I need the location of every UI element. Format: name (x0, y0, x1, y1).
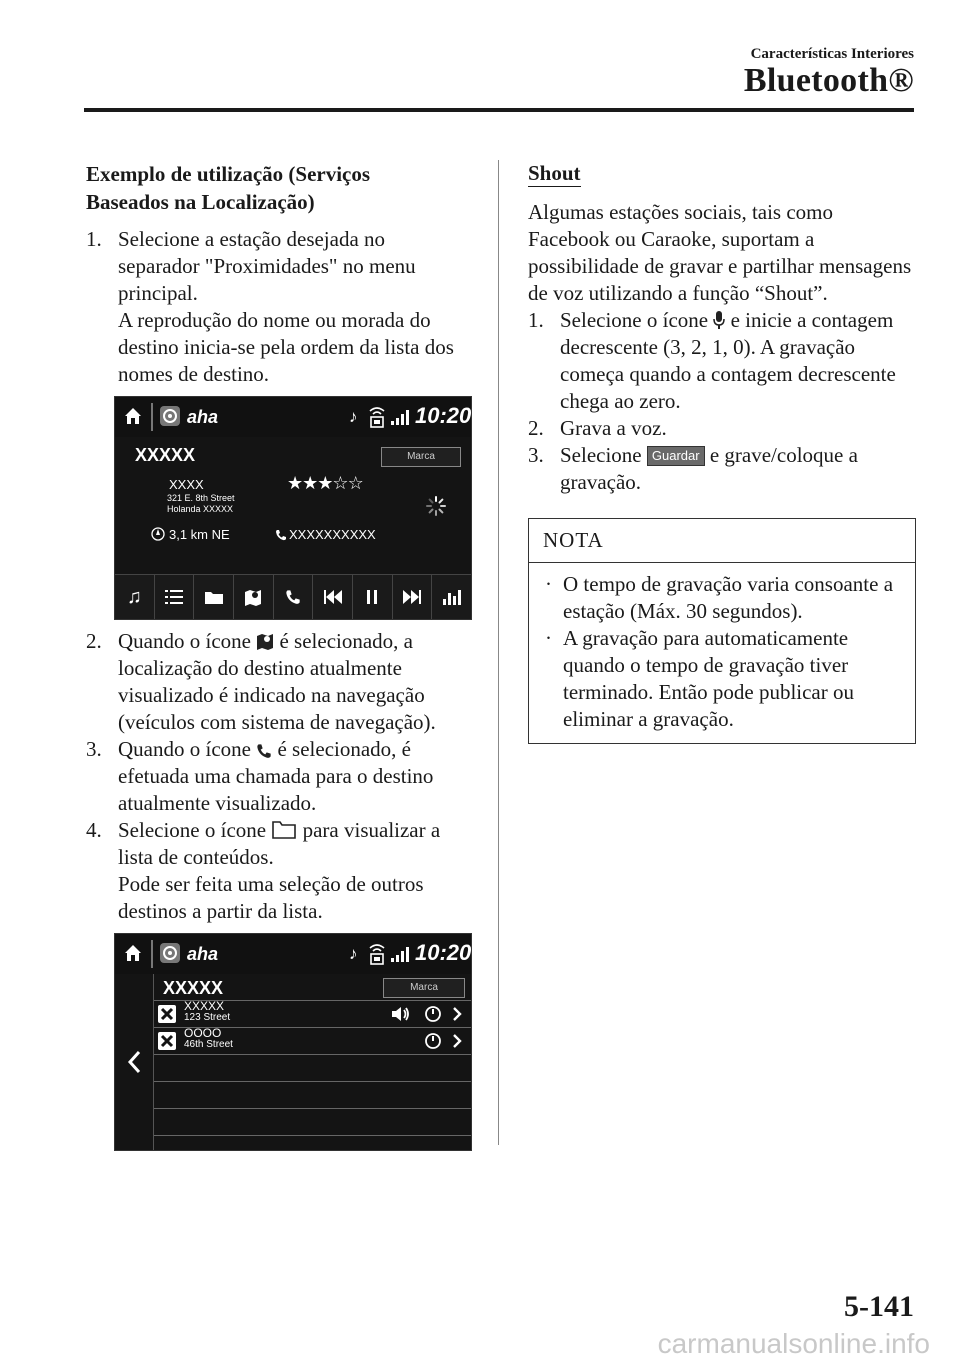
list-item-title: OOOO (184, 1026, 222, 1040)
shout-intro: Algumas estações sociais, tais como Facebook ou Caraoke, suportam a possibilidade de gravar e partilhar mensagens de voz utilizando a função “Shout”. (528, 200, 912, 305)
note-box (528, 518, 916, 744)
compass-icon (424, 1005, 442, 1023)
step-number: 1. (528, 308, 544, 332)
phone-signal-icon (367, 942, 387, 966)
status-bar (115, 934, 471, 974)
shout-heading: Shout (528, 161, 581, 185)
screenshot-content-list (114, 933, 472, 1151)
shout-step-2 (528, 415, 916, 442)
step-text-continued: e inicie a contagem decrescente (3, 2, 1, 0). A gravação começa quando a contagem decrescente chega ao zero. (560, 308, 896, 413)
note-item (539, 625, 905, 733)
list-item-subtitle: 46th Street (184, 1039, 233, 1050)
signal-strength-icon (391, 409, 409, 425)
destination-name: XXXX (169, 477, 204, 492)
microphone-icon (713, 310, 725, 330)
subheading: Exemplo de utilização (Serviços Baseados na Localização) (86, 162, 371, 214)
home-icon[interactable] (123, 943, 143, 963)
station-name: XXXXX (135, 445, 196, 465)
screenshot-now-playing (114, 396, 472, 620)
empty-list-row (154, 1135, 471, 1151)
star-filled-icon: ★ (287, 473, 303, 493)
step-text-continued: e grave/coloque a gravação. (560, 443, 858, 494)
step-4 (86, 817, 464, 925)
map-location-icon[interactable] (234, 575, 274, 619)
column-divider (498, 160, 499, 1145)
chevron-right-icon[interactable] (452, 1007, 462, 1021)
aha-app-icon (159, 942, 181, 964)
distance: 3,1 km NE (169, 527, 230, 542)
step-text: Selecione a estação desejada no separador "Proximidades" no menu principal. (118, 227, 416, 305)
star-filled-icon: ★ (302, 473, 318, 493)
divider (151, 940, 153, 968)
empty-list-row (154, 1108, 471, 1136)
note-item-text: O tempo de gravação varia consoante a estação (Máx. 30 segundos). (563, 572, 894, 623)
step-text: Selecione o ícone (118, 818, 267, 842)
chevron-left-icon (127, 1050, 141, 1074)
content-list (154, 1000, 471, 1150)
step-text-continued: é selecionado, a localização do destino atualmente visualizado é indicado na navegação (veículos com sistema de navegação). (118, 629, 436, 734)
station-name: XXXXX (163, 978, 224, 998)
step-2 (86, 628, 464, 736)
step-text-continued: é selecionado, é efetuada uma chamada para o destino atualmente visualizado. (118, 737, 434, 815)
brand-tag: Marca (383, 978, 465, 998)
step-text: Grava a voz. (560, 416, 667, 440)
step-number: 4. (86, 818, 102, 842)
status-bar (115, 397, 471, 437)
step-3 (86, 736, 464, 817)
empty-list-row (154, 1054, 471, 1082)
control-bar (115, 574, 471, 619)
note-title: NOTA (529, 519, 915, 563)
clock: 10:20 (415, 403, 472, 428)
list-item-title: XXXXX (184, 999, 225, 1013)
step-number: 2. (86, 629, 102, 653)
back-button[interactable] (115, 974, 154, 1150)
app-name: aha (187, 407, 219, 427)
step-text-extra: Pode ser feita uma seleção de outros destinos a partir da lista. (118, 872, 424, 923)
bullet: · (545, 626, 552, 650)
list-item[interactable] (154, 1000, 471, 1028)
step-text: Quando o ícone (118, 629, 251, 653)
right-column (528, 160, 916, 744)
loading-spinner-icon (425, 495, 447, 517)
address-line-2: Holanda XXXXX (167, 504, 234, 514)
star-empty-icon: ☆ (347, 473, 363, 493)
brand-tag: Marca (381, 447, 461, 467)
aha-app-icon (159, 405, 181, 427)
header-title: Bluetooth® (743, 62, 914, 99)
music-note-icon: ♪ (349, 407, 358, 426)
list-icon[interactable] (155, 575, 195, 619)
app-name: aha (187, 944, 219, 964)
signal-strength-icon (391, 946, 409, 962)
call-icon[interactable] (274, 575, 314, 619)
step-text: Selecione o ícone (560, 308, 709, 332)
left-column (86, 160, 472, 1159)
step-text: Quando o ícone (118, 737, 251, 761)
star-empty-icon: ☆ (332, 473, 348, 493)
rating-stars (287, 473, 363, 494)
note-item (539, 571, 905, 625)
list-item[interactable] (154, 1027, 471, 1055)
map-location-icon (256, 631, 274, 651)
chevron-right-icon[interactable] (452, 1034, 462, 1048)
pause-icon[interactable] (353, 575, 393, 619)
home-icon[interactable] (123, 406, 143, 426)
step-number: 3. (528, 443, 544, 467)
step-number: 2. (528, 416, 544, 440)
site-watermark: carmanualsonline.info (657, 1328, 930, 1359)
step-text-continued: A reprodução do nome ou morada do destino inicia-se pela ordem da lista dos nomes de destino. (118, 308, 454, 386)
destination-address (167, 493, 235, 515)
close-icon[interactable] (158, 1032, 176, 1050)
step-text: Selecione (560, 443, 642, 467)
address-line-1: 321 E. 8th Street (167, 493, 235, 503)
divider (151, 403, 153, 431)
folder-icon[interactable] (194, 575, 234, 619)
bullet: · (545, 572, 552, 596)
speaker-icon (392, 1006, 410, 1022)
equalizer-icon[interactable] (432, 575, 471, 619)
shout-step-1 (528, 307, 916, 415)
header-rule (84, 108, 914, 112)
empty-list-row (154, 1081, 471, 1109)
music-note-icon: ♪ (349, 944, 358, 963)
header-section: Características Interiores (750, 46, 914, 62)
note-body (529, 563, 915, 743)
star-filled-icon: ★ (317, 473, 333, 493)
compass-icon (151, 527, 165, 541)
phone-number: XXXXXXXXXX (289, 527, 376, 542)
page-number: 5-141 (844, 1290, 914, 1323)
compass-icon (424, 1032, 442, 1050)
phone-signal-icon (367, 405, 387, 429)
close-icon[interactable] (158, 1005, 176, 1023)
note-item-text: A gravação para automaticamente quando o tempo de gravação tiver terminado. Então pode publicar ou eliminar a gravação. (563, 626, 854, 731)
list-item-subtitle: 123 Street (184, 1012, 231, 1023)
step-1 (86, 226, 464, 388)
step-number: 1. (86, 227, 102, 251)
step-number: 3. (86, 737, 102, 761)
clock: 10:20 (415, 940, 472, 965)
previous-track-icon[interactable] (313, 575, 353, 619)
music-icon[interactable]: ♫ (115, 575, 155, 619)
next-track-icon[interactable] (393, 575, 433, 619)
step-text-continued: para visualizar a lista de conteúdos. (118, 818, 441, 869)
shout-step-3 (528, 442, 916, 496)
phone-icon (256, 743, 272, 759)
folder-outline-icon (271, 820, 297, 840)
save-button[interactable]: Guardar (647, 446, 705, 466)
phone-icon (275, 529, 287, 541)
